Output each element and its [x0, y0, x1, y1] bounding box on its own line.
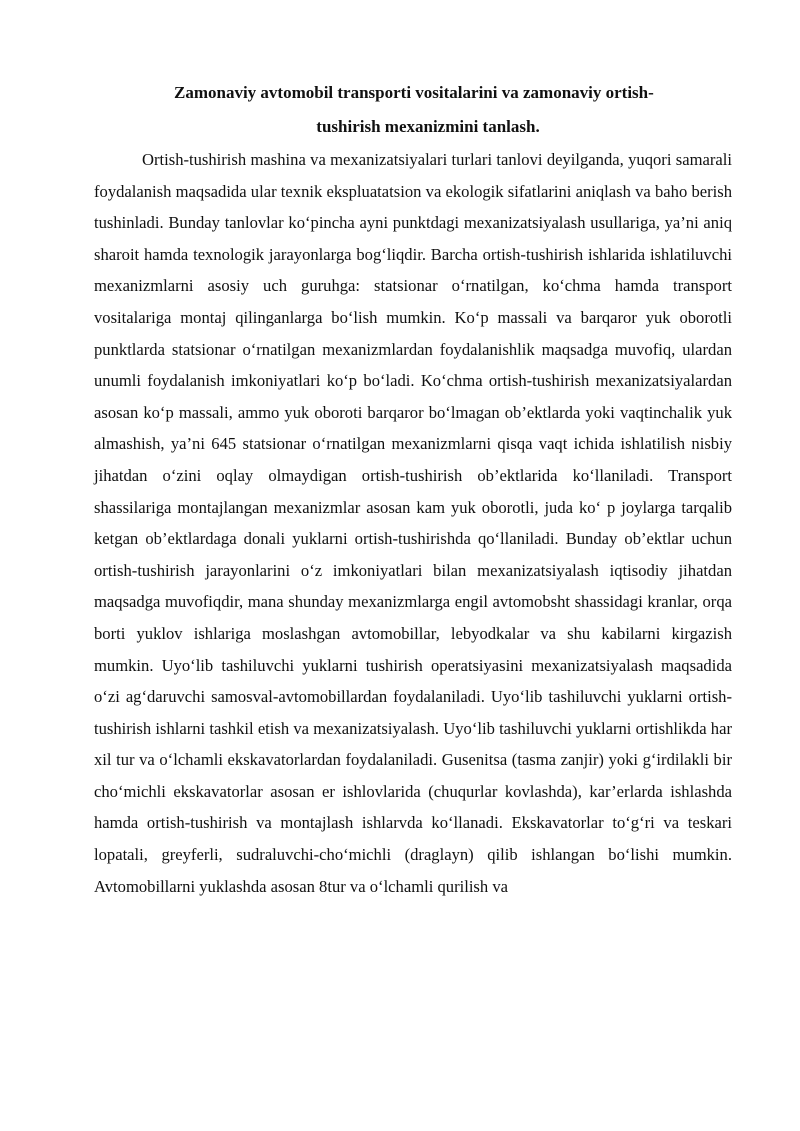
title-line-1: Zamonaviy avtomobil transporti vositalarini va zamonaviy ortish- — [174, 83, 654, 102]
title-line-2: tushirish mexanizmini tanlash. — [316, 117, 540, 136]
body-paragraph: Ortish-tushirish mashina va mexanizatsiyalari turlari tanlovi deyilganda, yuqori samarali foydalanish maqsadida ular texnik ekspluatatsion va ekologik sifatlarini aniqlash va baho berish tushinladi. Bunday tanlovlar ko‘pincha ayni punktdagi mexanizatsiyalash usullariga, ya’ni aniq sharoit hamda texnologik jarayonlarga bog‘liqdir. Barcha ortish-tushirish ishlarida ishlatiluvchi mexanizmlarni asosiy uch guruhga: statsionar o‘rnatilgan, ko‘chma hamda transport vositalariga montaj qilinganlarga bo‘lish mumkin. Ko‘p massali va barqaror yuk oborotli punktlarda statsionar o‘rnatilgan mexanizmlardan foydalanishlik maqsadga muvofiq, ulardan unumli foydalanish imkoniyatlari ko‘p bo‘ladi. Ko‘chma ortish-tushirish mexanizatsiyalardan asosan ko‘p massali, ammo yuk oboroti barqaror bo‘lmagan ob’ektlarda yoki vaqtinchalik yuk almashish, ya’ni 645 statsionar o‘rnatilgan mexanizmlarni qisqa vaqt ichida ishlatilish nisbiy jihatdan o‘zini oqlay olmaydigan ortish-tushirish ob’ektlarida ko‘llaniladi. Transport shassilariga montajlangan mexanizmlar asosan kam yuk oborotli, juda ko‘ p joylarga tarqalib ketgan ob’ektlardaga donali yuklarni ortish-tushirishda qo‘llaniladi. Bunday ob’ektlar uchun ortish-tushirish jarayonlarini o‘z imkoniyatlari bilan mexanizatsiyalash iqtisodiy jihatdan maqsadga muvofiqdir, mana shunday mexanizmlarga engil avtomobsht shassidagi kranlar, orqa borti yuklov ishlariga moslashgan avtomobillar, lebyodkalar va shu kabilarni kirgazish mumkin. Uyo‘lib tashiluvchi yuklarni tushirish operatsiyasini mexanizatsiyalash maqsadida o‘zi ag‘daruvchi samosval-avtomobillardan foydalaniladi. Uyo‘lib tashiluvchi yuklarni ortish-tushirish ishlarni tashkil etish va mexanizatsiyalash. Uyo‘lib tashiluvchi yuklarni ortishlikda har xil tur va o‘lchamli ekskavatorlardan foydalaniladi. Gusenitsa (tasma zanjir) yoki g‘irdilakli bir cho‘michli ekskavatorlar asosan er ishlovlarida (chuqurlar kovlashda), kar’erlarda ishlashda hamda ortish-tushirish va montajlash ishlarvda ko‘llanadi. Ekskavatorlar to‘g‘ri va teskari lopatali, greyferli, sudraluvchi-cho‘michli (draglayn) qilib ishlangan bo‘lishi mumkin. Avtomobillarni yuklashda asosan 8tur va o‘lchamli qurilish va — [94, 150, 732, 896]
document-title — [94, 76, 732, 144]
